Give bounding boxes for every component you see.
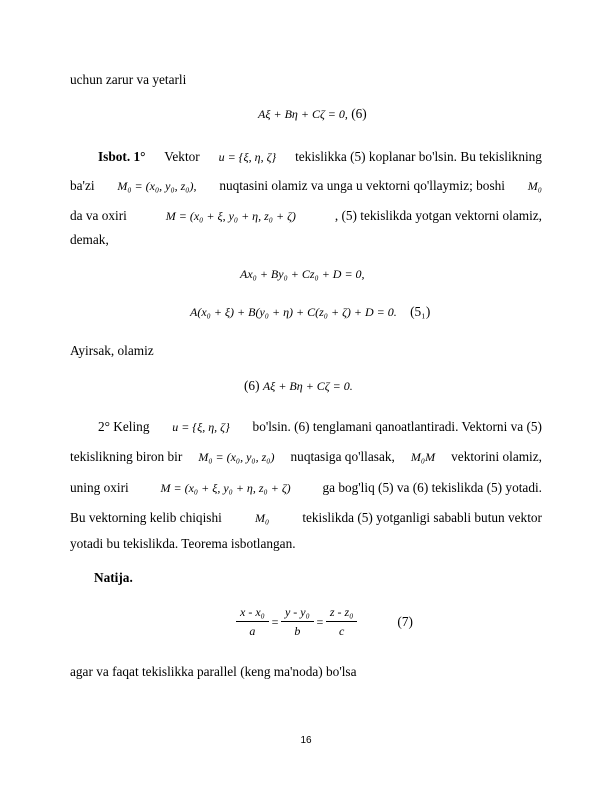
equation-5-line-1	[240, 266, 365, 282]
part2-line-2	[70, 449, 542, 465]
proof-text: Vektor	[164, 149, 200, 164]
proof-line-4: demak,	[70, 232, 109, 247]
intro-line: uchun zarur va yetarli	[70, 72, 187, 87]
equation-5-line-2	[190, 304, 430, 320]
page-number: 16	[300, 735, 312, 746]
point-m0-formula: M₀ = (x₀, y₀, z₀)	[198, 450, 275, 464]
part2-text: uning oxiri	[70, 480, 129, 495]
part2-text: tekislikning biron bir	[70, 449, 183, 464]
proof-text: , (5) tekislikda yotgan vektorni olamiz,	[334, 208, 542, 223]
fraction-z-den: c	[338, 624, 345, 638]
ayirsak-line: Ayirsak, olamiz	[70, 343, 154, 358]
vector-u-formula: u = {ξ, η, ζ}	[172, 420, 230, 434]
proof-title: Isbot. 1°	[98, 149, 146, 164]
fraction-x	[236, 604, 269, 639]
equation-7-label: (7)	[397, 613, 413, 629]
part2-text: nuqtasiga qo'llasak,	[290, 449, 395, 464]
point-m-formula: M = (x₀ + ξ, y₀ + η, z₀ + ζ)	[160, 481, 291, 495]
part2-text: Bu vektorning kelib chiqishi	[70, 510, 222, 525]
proof-line-2	[70, 178, 542, 194]
fraction-z	[326, 604, 358, 639]
final-line: agar va faqat tekislikka parallel (keng ma'noda) bo'lsa	[70, 664, 357, 679]
part2-text: tekislikda (5) yotganligi sababli butun vektor	[302, 510, 542, 525]
vector-u-formula: u = {ξ, η, ζ}	[218, 150, 277, 164]
proof-line-3	[70, 208, 542, 224]
equation-5-1-label: (5₁)	[410, 304, 431, 319]
equation-6	[258, 106, 367, 122]
equation-6b-label: (6)	[244, 378, 260, 393]
part2-text: ga bog'liq (5) va (6) tekislikda (5) yotadi.	[322, 480, 542, 495]
part2-line-5: yotadi bu tekislikda. Teorema isbotlangan.	[70, 536, 296, 551]
part2-line-4	[70, 510, 542, 526]
proof-text: ba'zi	[70, 178, 95, 193]
part2-text: vektorini olamiz,	[451, 449, 542, 464]
proof-text: tekislikka (5) koplanar bo'lsin. Bu tekislikning	[295, 149, 542, 164]
proof-text: da va oxiri	[70, 208, 127, 223]
part2-line-3	[70, 480, 542, 496]
proof-text: nuqtasini olamiz va unga u vektorni qo'llaymiz; boshi	[219, 178, 505, 193]
point-m0-formula: M₀ = (x₀, y₀, z₀),	[117, 179, 197, 193]
part2-text: 2° Keling	[98, 419, 150, 434]
equation-5-math: Ax₀ + By₀ + Cz₀ + D = 0,	[240, 267, 365, 281]
equation-6-label: (6)	[351, 106, 367, 121]
fraction-x-den: a	[249, 624, 256, 638]
point-m0-symbol: M₀	[254, 511, 270, 525]
fraction-x-num: x - x₀	[236, 604, 269, 622]
equation-6-math: Aξ + Bη + Cζ = 0,	[258, 107, 348, 121]
fraction-y	[281, 604, 314, 639]
fraction-y-den: b	[294, 624, 301, 638]
part2-line-1	[98, 419, 542, 435]
equation-7	[236, 604, 413, 639]
equation-6b	[244, 378, 353, 394]
vector-m0m-symbol: M₀M	[410, 450, 436, 464]
point-m-formula: M = (x₀ + ξ, y₀ + η, z₀ + ζ)	[165, 209, 296, 223]
equation-5-1-math: A(x₀ + ξ) + B(y₀ + η) + C(z₀ + ζ) + D = 0.	[190, 305, 397, 319]
point-m0-symbol: M₀	[527, 179, 542, 193]
proof-line-1	[98, 149, 542, 165]
equals-sign: =	[270, 614, 279, 629]
fraction-y-num: y - y₀	[281, 604, 314, 622]
equals-sign: =	[315, 614, 324, 629]
fraction-z-num: z - z₀	[326, 604, 358, 622]
equation-6b-math: Aξ + Bη + Cζ = 0.	[262, 379, 353, 393]
natija-heading: Natija.	[94, 570, 133, 585]
part2-text: bo'lsin. (6) tenglamani qanoatlantiradi. Vektorni va (5)	[252, 419, 542, 434]
